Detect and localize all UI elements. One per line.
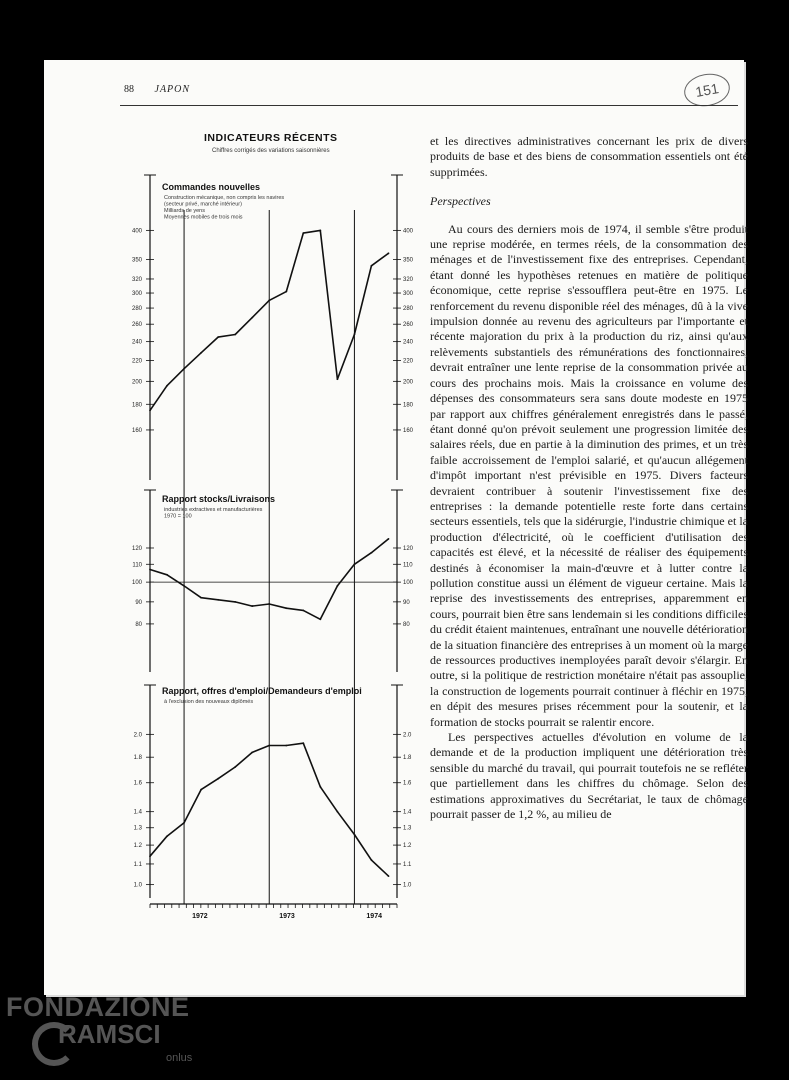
data-point — [371, 265, 373, 267]
figure-subtitle: Chiffres corrigés des variations saisonnières — [212, 148, 330, 154]
y-tick-label-right: 90 — [403, 599, 410, 606]
panel-note: à l'exclusion des nouveaux diplômés — [164, 699, 254, 705]
y-tick-label-right: 1.2 — [403, 843, 412, 850]
y-tick-label-right: 1.1 — [403, 861, 412, 868]
data-point — [149, 410, 151, 412]
data-point — [183, 585, 185, 587]
y-tick-label-right: 160 — [403, 427, 414, 434]
y-tick-label-left: 110 — [132, 562, 142, 569]
data-point — [268, 603, 270, 605]
data-point — [285, 607, 287, 609]
data-point — [336, 378, 338, 380]
y-tick-label-left: 1.1 — [133, 861, 142, 868]
y-tick-label-right: 220 — [403, 358, 414, 365]
panel-title: Commandes nouvelles — [162, 182, 261, 192]
data-point — [200, 789, 202, 791]
y-tick-label-left: 1.2 — [133, 843, 142, 850]
data-point — [200, 597, 202, 599]
running-title: JAPON — [154, 84, 191, 95]
y-tick-label-right: 1.3 — [403, 825, 412, 832]
paragraph-3: Les perspectives actuelles d'évolution en volume de la demande et de la production impliquent une détérioration très sensible du marché du travail, qui pourrait toutefois ne se refléter que partiellement dans les chiffres du chômage. Selon des estimations approximatives du Secrétariat, le taux de chômage pourrait passer de 1,2 %, au milieu de — [430, 730, 748, 822]
y-tick-label-left: 100 — [131, 580, 142, 587]
data-point — [183, 368, 185, 370]
y-tick-label-left: 180 — [131, 402, 142, 409]
data-point — [268, 745, 270, 747]
x-tick-label: 1973 — [279, 913, 295, 920]
y-tick-label-left: 90 — [135, 599, 142, 606]
data-point — [388, 875, 390, 877]
data-point — [251, 752, 253, 754]
data-point — [354, 834, 356, 836]
data-point — [166, 835, 168, 837]
figure-title: INDICATEURS RÉCENTS — [204, 132, 338, 144]
watermark-line1: FONDAZIONE — [6, 992, 190, 1022]
data-point — [217, 336, 219, 338]
paragraph-1: et les directives administratives concernant les prix de divers produits de base et des biens de consommation essentiels ont été supprimées. — [430, 134, 748, 179]
data-point — [302, 742, 304, 744]
data-point — [285, 291, 287, 293]
archive-stamp: 151 — [682, 70, 733, 110]
y-tick-label-left: 1.6 — [133, 780, 142, 787]
y-tick-label-left: 2.0 — [133, 732, 142, 739]
y-tick-label-right: 110 — [403, 562, 413, 569]
panel-note: (secteur privé, marché intérieur) — [164, 201, 242, 208]
panel-title: Rapport, offres d'emploi/Demandeurs d'emploi — [162, 686, 362, 696]
x-tick-label: 1972 — [192, 913, 208, 920]
data-point — [319, 786, 321, 788]
y-tick-label-left: 220 — [131, 358, 142, 365]
data-point — [234, 766, 236, 768]
data-point — [302, 609, 304, 611]
y-tick-label-right: 1.0 — [403, 882, 412, 889]
y-tick-label-left: 1.4 — [133, 809, 142, 816]
data-point — [234, 334, 236, 336]
panel-note: 1970 = 100 — [164, 513, 192, 520]
y-tick-label-right: 1.4 — [403, 809, 412, 816]
y-tick-label-left: 260 — [131, 322, 142, 329]
data-point — [285, 745, 287, 747]
panel-note: Moyennes mobiles de trois mois — [164, 214, 243, 221]
data-point — [319, 618, 321, 620]
data-point — [354, 563, 356, 565]
data-point — [234, 601, 236, 603]
data-point — [149, 569, 151, 571]
y-tick-label-right: 1.8 — [403, 755, 412, 762]
y-tick-label-right: 100 — [403, 580, 414, 587]
y-tick-label-left: 1.3 — [133, 825, 142, 832]
y-tick-label-left: 1.0 — [133, 882, 142, 889]
data-point — [354, 334, 356, 336]
y-tick-label-right: 240 — [403, 339, 414, 346]
y-tick-label-left: 240 — [131, 339, 142, 346]
y-tick-label-right: 80 — [403, 621, 410, 628]
data-point — [268, 300, 270, 302]
data-point — [336, 585, 338, 587]
panel-note: Construction mécanique, non compris les navires — [164, 195, 285, 201]
y-tick-label-left: 300 — [131, 291, 142, 298]
y-tick-label-right: 200 — [403, 379, 414, 386]
y-tick-label-left: 1.8 — [133, 755, 142, 762]
y-tick-label-right: 120 — [403, 545, 414, 552]
data-point — [336, 811, 338, 813]
data-point — [183, 822, 185, 824]
watermark-logo — [6, 992, 193, 1064]
y-tick-label-left: 320 — [131, 276, 142, 283]
y-tick-label-right: 350 — [403, 257, 414, 264]
x-tick-label: 1974 — [366, 913, 382, 920]
y-tick-label-left: 400 — [131, 228, 142, 235]
data-point — [371, 859, 373, 861]
y-tick-label-right: 400 — [403, 228, 414, 235]
data-point — [302, 232, 304, 234]
panel-note: Milliards de yens — [164, 208, 205, 214]
data-point — [251, 605, 253, 607]
y-tick-label-left: 160 — [131, 427, 142, 434]
data-point — [371, 552, 373, 554]
y-tick-label-left: 200 — [131, 379, 142, 386]
data-point — [149, 855, 151, 857]
data-point — [388, 252, 390, 254]
y-tick-label-right: 300 — [403, 291, 414, 298]
y-tick-label-right: 1.6 — [403, 780, 412, 787]
section-heading: Perspectives — [430, 194, 491, 209]
data-point — [217, 778, 219, 780]
y-tick-label-left: 120 — [131, 545, 142, 552]
watermark-line3: onlus — [166, 1052, 193, 1064]
y-tick-label-left: 80 — [135, 621, 142, 628]
data-point — [319, 229, 321, 231]
y-tick-label-left: 280 — [131, 306, 142, 313]
page-number: 88 — [124, 84, 134, 95]
data-point — [200, 352, 202, 354]
panel-title: Rapport stocks/Livraisons — [162, 494, 276, 504]
panel-note: industries extractives et manufacturières — [164, 507, 263, 513]
data-point — [217, 599, 219, 601]
y-tick-label-right: 320 — [403, 276, 414, 283]
paragraph-2: Au cours des derniers mois de 1974, il semble s'être produit une reprise modérée, en termes réels, de la consommation des ménages et de l'investissement fixe des entreprises. Cependant, étant donné les hypothèses retenues en matière de politique économique, cette reprise s'essoufflera peut-être en 1975. Le renforcement du revenu disponible réel des ménages, dû à la vive impulsion donnée au revenu des agriculteurs par l'importante et récente majoration du prix à la production du riz, ainsi qu'aux relèvements substantiels des rémunérations des fonctionnaires, devrait entraîner une lente reprise de la consommation privée au cours des prochains mois. Mais la croissance en volume des dépenses des consommateurs sera sans doute modeste en 1975 par rapport aux chiffres généralement enregistrés dans le passé, étant donné qu'on prévoit seulement une progression limitée des salaires réels, due en partie à la diminution des primes, et un très faible accroissement de l'emploi salarié, et qu'aucun allégement d'impôt important n'est prévisible en 1975. Divers facteurs devraient contribuer à soutenir l'investissement fixe des entreprises : la demande potentielle reste forte dans certains secteurs essentiels, tels que la sidérurgie, l'industrie chimique et la production d'électricité, où le coefficient d'utilisation des capacités est élevé, et la nécessité de réaliser des équipements destinés à économiser la main-d'œuvre et à lutter contre la pollution constitue aussi un élément de vigueur certaine. Mais la reprise des investissements des entreprises, apparemment en cours, pourrait bien être sans lendemain si les conditions difficiles du crédit étaient maintenues, entraînant une nouvelle détérioration de la situation financière des entreprises à un moment où la marge de ressources productives inemployées paraît devoir s'élargir. En outre, si la politique de restriction monétaire n'était pas assouplie, la construction de logements pourrait continuer à fléchir en 1975, en dépit des mesures prises récemment pour la soutenir, et la formation de stocks pourrait se ralentir encore. — [430, 221, 748, 729]
data-point — [388, 538, 390, 540]
data-point — [166, 574, 168, 576]
y-tick-label-left: 350 — [131, 257, 142, 264]
g-logo-icon — [32, 1022, 76, 1066]
y-tick-label-right: 2.0 — [403, 732, 412, 739]
data-point — [166, 385, 168, 387]
y-tick-label-right: 260 — [403, 322, 414, 329]
watermark-line2: RAMSCI — [58, 1019, 161, 1049]
data-point — [251, 317, 253, 319]
y-tick-label-right: 280 — [403, 306, 414, 313]
y-tick-label-right: 180 — [403, 402, 414, 409]
